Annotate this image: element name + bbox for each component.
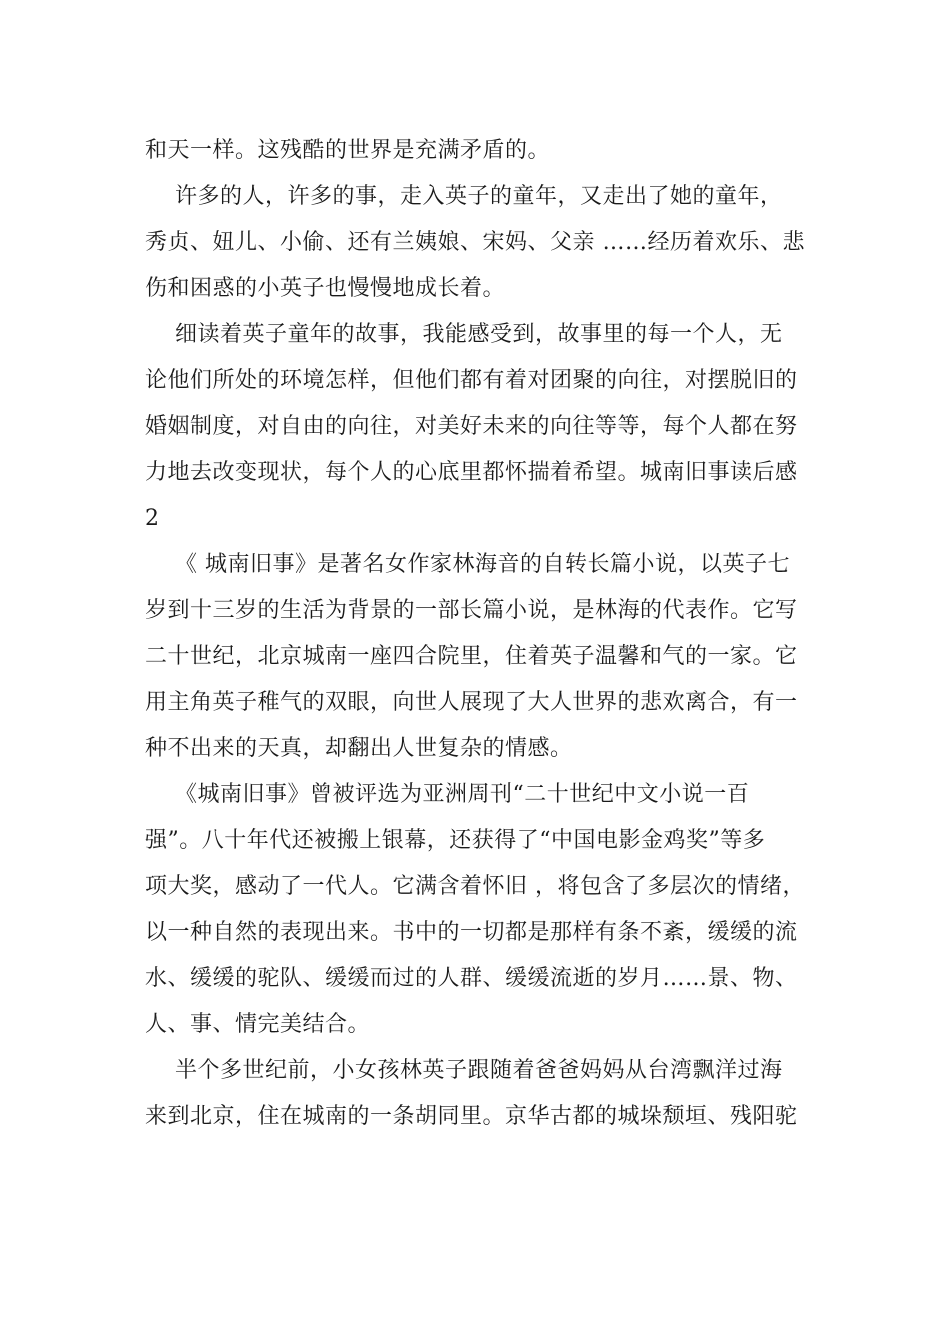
text-line: 用主角英子稚气的双眼，向世人展现了大人世界的悲欢离合，有一 bbox=[145, 690, 798, 715]
text-line: 论他们所处的环境怎样，但他们都有着对团聚的向往，对摆脱旧的 bbox=[145, 368, 798, 393]
text-line: 半个多世纪前，小女孩林英子跟随着爸爸妈妈从台湾飘洋过海 bbox=[145, 1058, 783, 1083]
document-body bbox=[145, 128, 805, 1140]
text-line: 婚姻制度，对自由的向往，对美好未来的向往等等，每个人都在努 bbox=[145, 414, 798, 439]
text-line: 人、事、情完美结合。 bbox=[145, 1012, 371, 1037]
text-line: 种不出来的天真，却翻出人世复杂的情感。 bbox=[145, 736, 573, 761]
text-line: 细读着英子童年的故事，我能感受到，故事里的每一个人，无 bbox=[145, 322, 783, 347]
text-line: 强”。八十年代还被搬上银幕，还获得了“中国电影金鸡奖”等多 bbox=[145, 828, 766, 853]
text-line: 来到北京，住在城南的一条胡同里。京华古都的城垛颓垣、残阳驼 bbox=[145, 1104, 798, 1129]
text-line: 秀贞、妞儿、小偷、还有兰姨娘、宋妈、父亲 ……经历着欢乐、悲 bbox=[145, 230, 805, 255]
text-line: 二十世纪，北京城南一座四合院里，住着英子温馨和气的一家。它 bbox=[145, 644, 798, 669]
text-line: 水、缓缓的驼队、缓缓而过的人群、缓缓流逝的岁月……景、物、 bbox=[145, 966, 798, 991]
text-line: 和天一样。这残酷的世界是充满矛盾的。 bbox=[145, 138, 551, 163]
text-line: 力地去改变现状，每个人的心底里都怀揣着希望。城南旧事读后感 bbox=[145, 460, 798, 485]
text-line: 以一种自然的表现出来。书中的一切都是那样有条不紊，缓缓的流 bbox=[145, 920, 798, 945]
text-line: 《城南旧事》曾被评选为亚洲周刊“二十世纪中文小说一百 bbox=[145, 782, 750, 807]
text-line: 2 bbox=[145, 506, 160, 531]
text-line: 许多的人，许多的事，走入英子的童年，又走出了她的童年， bbox=[145, 184, 783, 209]
text-line: 岁到十三岁的生活为背景的一部长篇小说，是林海的代表作。它写 bbox=[145, 598, 798, 623]
text-line: 伤和困惑的小英子也慢慢地成长着。 bbox=[145, 276, 506, 301]
text-line: 《 城南旧事》是著名女作家林海音的自转长篇小说，以英子七 bbox=[145, 552, 790, 577]
text-line: 项大奖，感动了一代人。它满含着怀旧 ，将包含了多层次的情绪， bbox=[145, 874, 805, 899]
